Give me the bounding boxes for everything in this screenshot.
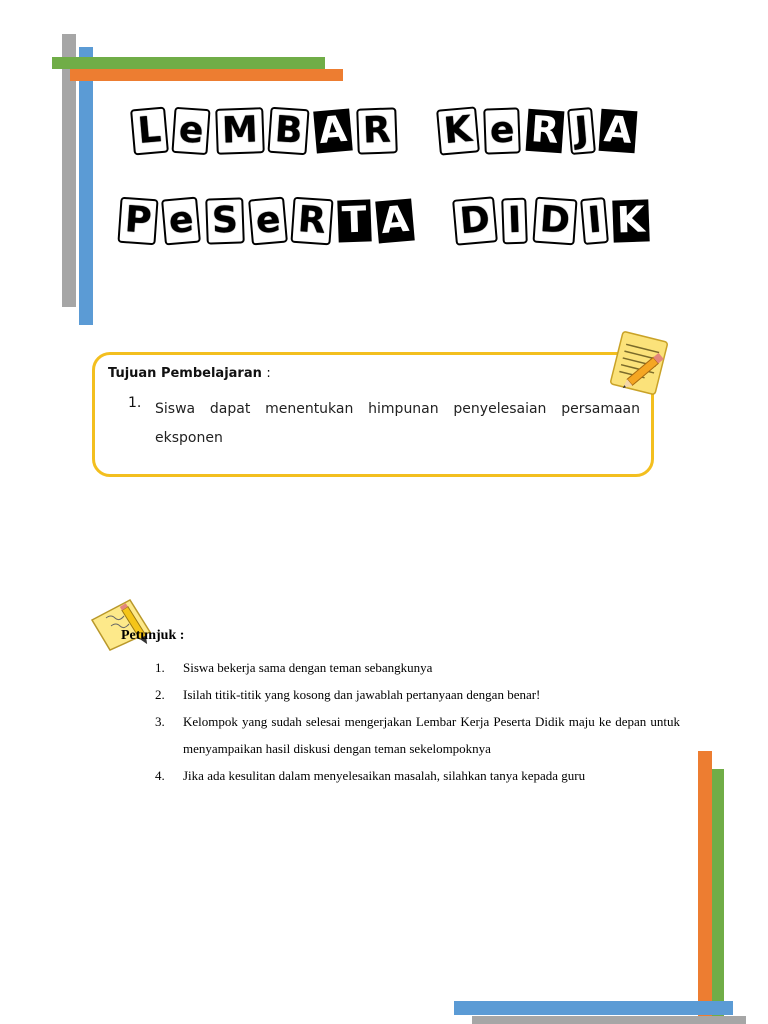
blue-vertical-bar	[79, 47, 93, 325]
title-letter: I	[502, 198, 529, 245]
list-item-number: 4.	[155, 768, 165, 783]
list-item-number: 1.	[155, 660, 165, 675]
title-letter: I	[580, 197, 609, 245]
instructions-list	[155, 654, 680, 789]
title-letter: R	[356, 107, 397, 154]
title-letter: R	[525, 109, 564, 153]
objective-heading	[108, 366, 271, 381]
title-letter: T	[337, 199, 371, 242]
title-letter: e	[484, 107, 522, 154]
title-letter: L	[130, 107, 169, 156]
instructions-heading: Petunjuk :	[121, 628, 185, 643]
title-letter: M	[215, 107, 264, 155]
title-letter: A	[375, 199, 414, 244]
title-letter: e	[248, 197, 288, 246]
list-item	[155, 708, 680, 762]
title-letter: K	[612, 199, 649, 242]
objective-heading-colon: :	[266, 366, 271, 381]
title-letter: J	[567, 107, 596, 155]
title-letter: K	[437, 106, 481, 155]
blue-horizontal-bar	[454, 1001, 733, 1015]
title-letter: e	[162, 197, 202, 246]
list-item-text: Kelompok yang sudah selesai mengerjakan Lembar Kerja Peserta Didik maju ke depan untuk menyampaikan hasil diskusi dengan teman sekelompoknya	[183, 714, 680, 756]
list-item-text: Jika ada kesulitan dalam menyelesaikan masalah, silahkan tanya kepada guru	[183, 768, 586, 783]
title-line-2	[0, 198, 768, 244]
objective-item-text: Siswa dapat menentukan himpunan penyelesaian persamaan eksponen	[155, 401, 640, 446]
title-letter: P	[118, 197, 160, 246]
title-letter: D	[452, 196, 498, 245]
title-letter: A	[599, 109, 638, 153]
title-letter	[418, 200, 448, 242]
title-letter: S	[205, 197, 245, 244]
orange-vertical-bar	[698, 751, 712, 1024]
list-item-text: Siswa bekerja sama dengan teman sebangkunya	[183, 660, 433, 675]
title-line-1	[0, 108, 768, 154]
title-letter: R	[291, 197, 334, 246]
list-item	[155, 654, 680, 681]
objective-item-number: 1.	[128, 395, 142, 411]
green-vertical-bar	[712, 769, 724, 1024]
list-item-number: 3.	[155, 714, 165, 729]
gray-horizontal-bar	[472, 1016, 746, 1024]
title-letter: A	[313, 109, 352, 154]
orange-horizontal-bar	[70, 69, 343, 81]
list-item	[155, 762, 680, 789]
title-letter: D	[532, 197, 577, 246]
list-item	[155, 681, 680, 708]
green-horizontal-bar	[52, 57, 325, 69]
title-letter	[402, 110, 432, 152]
list-item-number: 2.	[155, 687, 165, 702]
title-letter: e	[172, 107, 212, 155]
list-item-text: Isilah titik-titik yang kosong dan jawablah pertanyaan dengan benar!	[183, 687, 541, 702]
objective-heading-text: Tujuan Pembelajaran	[108, 366, 262, 381]
notepad-pencil-icon	[604, 330, 674, 396]
title-letter: B	[268, 107, 311, 156]
